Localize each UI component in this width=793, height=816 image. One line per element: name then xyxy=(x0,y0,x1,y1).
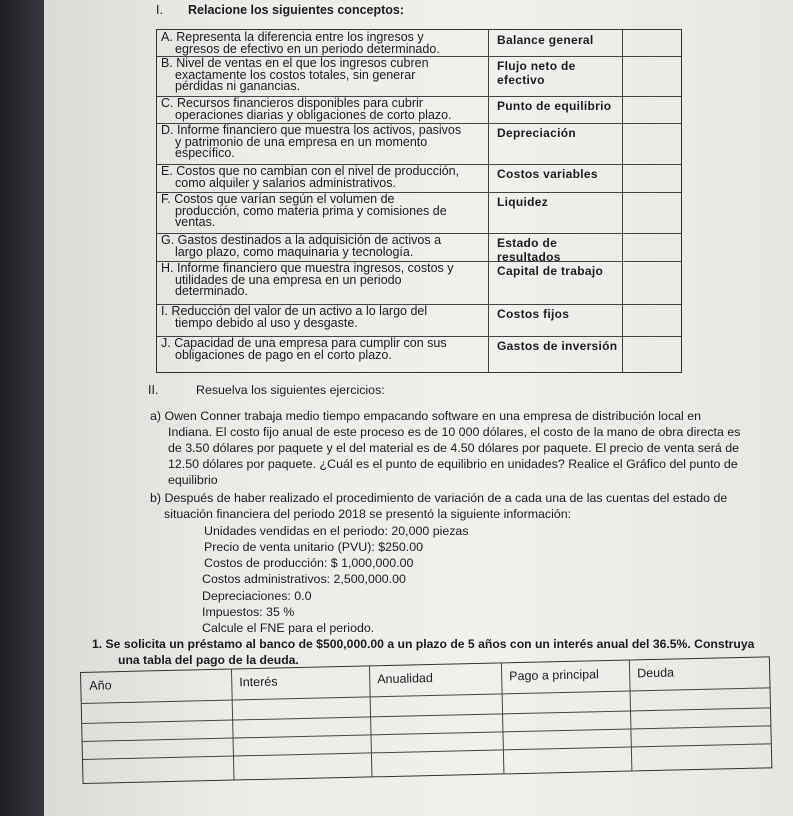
exercise-b-data: Calcule el FNE para el periodo. xyxy=(202,621,375,635)
col-header-year: Año xyxy=(89,678,112,693)
exercise-b-data: Costos de producción: $ 1,000,000.00 xyxy=(204,556,414,570)
matching-definition: H. Informe financiero que muestra ingresos, costos y utilidades de una empresa en un periodo determinado. xyxy=(157,261,489,304)
matching-term: Punto de equilibrio xyxy=(489,96,623,123)
matching-row xyxy=(157,304,681,337)
matching-term: Gastos de inversión xyxy=(489,336,623,372)
answer-cell[interactable] xyxy=(623,233,681,261)
question1-line: una tabla del pago de la deuda. xyxy=(118,653,299,667)
matching-term: Depreciación xyxy=(489,123,623,164)
answer-cell[interactable] xyxy=(623,30,681,56)
background-edge xyxy=(0,0,48,816)
answer-cell[interactable] xyxy=(623,164,681,192)
matching-term: Estado de resultados xyxy=(489,233,623,261)
matching-term: Liquidez xyxy=(489,192,623,233)
matching-row xyxy=(157,233,681,262)
exercise-a-line: Indiana. El costo fijo anual de este proceso es de 10 000 dólares, el costo de la mano de obra directa es xyxy=(168,425,741,439)
matching-term: Flujo neto de efectivo xyxy=(489,56,623,96)
matching-table xyxy=(156,29,682,373)
matching-row xyxy=(157,96,681,124)
col-header-principal: Pago a principal xyxy=(509,667,599,684)
exercise-a-line: a) Owen Conner trabaja medio tiempo empacando software en una empresa de distribución local en xyxy=(150,409,702,423)
matching-row xyxy=(157,56,681,97)
matching-row xyxy=(157,30,681,57)
exercise-a-line: de 3.50 dólares por paquete y el del material es de 4.50 dólares por paquete. El precio de venta será de xyxy=(168,441,740,455)
answer-cell[interactable] xyxy=(623,192,681,233)
exercise-b-line: situación financiera del periodo 2018 se presentó la siguiente información: xyxy=(164,507,572,521)
matching-row xyxy=(157,192,681,234)
answer-cell[interactable] xyxy=(623,56,681,96)
answer-cell[interactable] xyxy=(623,123,681,164)
matching-definition: C. Recursos financieros disponibles para cubrir operaciones diarias y obligaciones de corto plazo. xyxy=(157,96,489,123)
col-header-annuity: Anualidad xyxy=(377,670,433,687)
exercise-a-line: 12.50 dólares por paquete. ¿Cuál es el punto de equilibrio en unidades? Realice el Gráfico del punto de xyxy=(168,457,738,471)
matching-row xyxy=(157,164,681,193)
section2-heading: Resuelva los siguientes ejercicios: xyxy=(196,383,385,397)
answer-cell[interactable] xyxy=(623,336,681,372)
matching-definition: E. Costos que no cambian con el nivel de producción, como alquiler y salarios administrativos. xyxy=(157,164,489,192)
matching-definition: D. Informe financiero que muestra los activos, pasivos y patrimonio de una empresa en un momento específico. xyxy=(157,123,489,164)
matching-row xyxy=(157,336,681,372)
exercise-b-data: Precio de venta unitario (PVU): $250.00 xyxy=(204,540,424,554)
exercise-b-data: Impuestos: 35 % xyxy=(202,605,295,619)
col-header-interest: Interés xyxy=(239,674,278,690)
table-divider xyxy=(83,743,771,760)
exercise-b-data: Unidades vendidas en el periodo: 20,000 piezas xyxy=(204,524,469,538)
matching-definition: J. Capacidad de una empresa para cumplir con sus obligaciones de pago en el corto plazo. xyxy=(157,336,489,372)
matching-term: Balance general xyxy=(489,30,623,56)
matching-row xyxy=(157,123,681,165)
matching-definition: F. Costos que varían según el volumen de producción, como materia prima y comisiones de ventas. xyxy=(157,192,489,233)
col-header-debt: Deuda xyxy=(637,665,675,681)
matching-row xyxy=(157,261,681,305)
matching-definition: B. Nivel de ventas en el que los ingresos cubren exactamente los costos totales, sin generar pérdidas ni ganancias. xyxy=(157,56,489,96)
matching-term: Costos fijos xyxy=(489,304,623,336)
answer-cell[interactable] xyxy=(623,304,681,336)
table-divider xyxy=(82,707,770,724)
matching-definition: A. Representa la diferencia entre los ingresos y egresos de efectivo en un periodo determinado. xyxy=(157,30,489,56)
answer-cell[interactable] xyxy=(623,96,681,123)
question1-line: 1. Se solicita un préstamo al banco de $500,000.00 a un plazo de 5 años con un interés anual del 36.5%. Construya xyxy=(92,637,755,651)
exercise-a-line: equilibrio xyxy=(168,473,218,487)
matching-definition: I. Reducción del valor de un activo a lo largo del tiempo debido al uso y desgaste. xyxy=(157,304,489,336)
debt-payment-table xyxy=(80,656,772,784)
exercise-b-data: Depreciaciones: 0.0 xyxy=(202,589,312,603)
section1-number: I. xyxy=(156,3,163,17)
section2-number: II. xyxy=(148,383,159,397)
matching-term: Costos variables xyxy=(489,164,623,192)
exercise-b-data: Costos administrativos: 2,500,000.00 xyxy=(202,572,406,586)
matching-term: Capital de trabajo xyxy=(489,261,623,304)
table-divider xyxy=(83,725,771,742)
answer-cell[interactable] xyxy=(623,261,681,304)
matching-definition: G. Gastos destinados a la adquisición de activos a largo plazo, como maquinaria y tecnología. xyxy=(157,233,489,261)
exercise-b-line: b) Después de haber realizado el procedimiento de variación de a cada una de las cuentas del estado de xyxy=(150,491,728,505)
section1-heading: Relacione los siguientes conceptos: xyxy=(188,3,405,17)
